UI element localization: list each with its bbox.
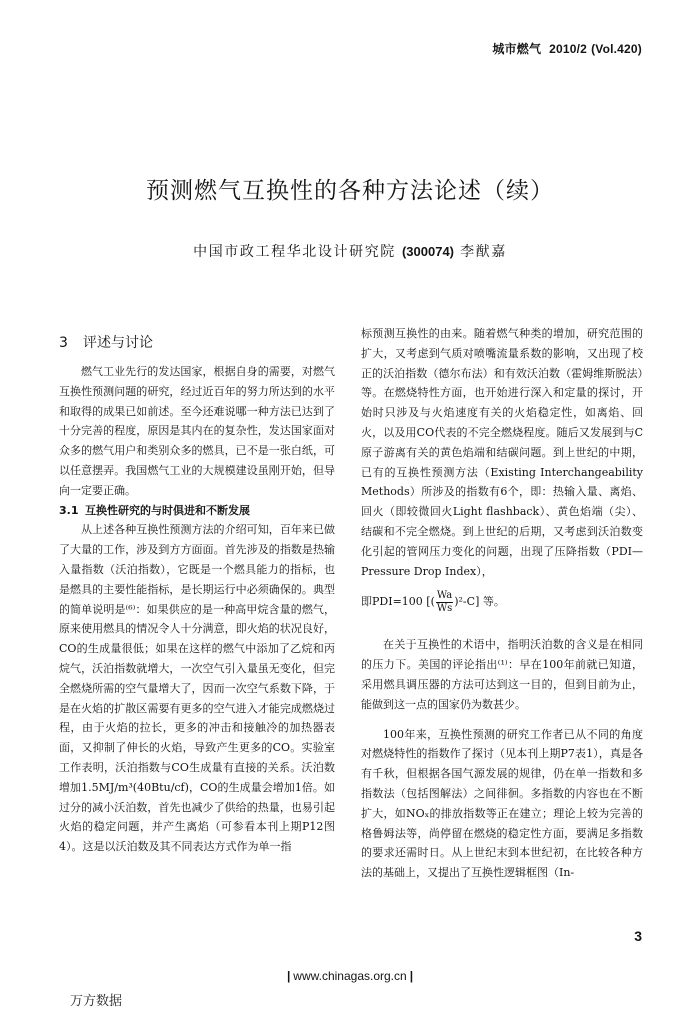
subsection-heading-3-1	[59, 501, 335, 521]
subsection-number: 3.1	[59, 503, 79, 517]
body-paragraph: 标预测互换性的由来。随着燃气种类的增加，研究范围的扩大，又考虑到气质对喷嘴流量系数的影响，又出现了校正的沃泊指数（德尔布法）和有效沃泊数（霍姆维斯脱法）等。在燃烧特性方面，也开始进行深入和定量的探讨，开始时只涉及与火焰速度有关的火焰稳定性，如离焰、回火，以及用CO代表的不完全燃烧程度。随后又发展到与C原子游离有关的黄色焰端和结碳问题。到上世纪的中期，已有的互换性预测方法（Existing Interchangeability Methods）所涉及的指数有6个，即：热输入量、离焰、回火（即较微回火Light flashback）、黄色焰端（尖）、结碳和不完全燃烧。到上世纪的后期，又考虑到沃泊数变化引起的管网压力变化的问题，出现了压降指数（PDI—Pressure Drop Index），	[361, 327, 643, 578]
section-heading-3	[59, 332, 335, 354]
section-number: 3	[59, 335, 68, 351]
body-paragraph: 在关于互换性的术语中，指明沃泊数的含义是在相同的压力下。美国的评论指出⁽¹⁾：早在100年前就已知道，采用燃具调压器的方法可达到这一目的，但到目前为止，能做到这一点的国家仍为数甚少。	[361, 638, 643, 711]
article-title: 预测燃气互换性的各种方法论述（续）	[146, 178, 554, 204]
website-link[interactable]: www.chinagas.org.cn	[293, 969, 407, 983]
body-paragraph: 100年来，互换性预测的研究工作者已从不同的角度对燃烧特性的指数作了探讨（见本刊上期P7表1），真是各有千秋，但根据各国气源发展的规律，仍在单一指数和多指数法（包括图解法）之间徘徊。多指数的内容也在不断扩大，如NOₓ的排放指数等正在建立；理论上较为完善的格鲁姆法等，尚停留在燃烧的稳定性方面，要满足多指数的要求还需时日。从上世纪末到本世纪初，在比较各种方法的基础上，又提出了互换性逻辑框图（In-	[361, 727, 643, 880]
wobbe-ratio-fraction: $\frac{Wa}{Ws}$	[436, 589, 453, 614]
pdi-formula: 即PDI=100 [( $\frac{Wa}{Ws}$ )²-C] 等。	[361, 589, 505, 614]
postal-code: (300074)	[401, 244, 455, 259]
section-title: 评述与讨论	[83, 335, 153, 351]
body-paragraph: 燃气工业先行的发达国家，根据自身的需要，对燃气互换性预测问题的研究，经过近百年的努力所达到的水平和取得的成果已如前述。至今还难说哪一种方法已达到了十分完善的程度，原因是其内在的复杂性，发达国家面对众多的燃气用户和类别众多的燃具，已不是一张白纸，可以任意摆弄。我国燃气工业的大规模建设虽刚开始，但导向一定要正确。	[59, 365, 335, 497]
body-paragraph: 从上述各种互换性预测方法的介绍可知，百年来已做了大量的工作，涉及到方方面面。首先涉及的指数是热输入量指数（沃泊指数），它既是一个燃具能力的指标，也是燃具的主要性能指标，是长期运行中必须确保的。典型的简单说明是⁽⁶⁾：如果供应的是一种高甲烷含量的燃气，原来使用燃具的情况令人十分满意，即火焰的状况良好，CO的生成量很低；如果在这样的燃气中添加了乙烷和丙烷气，沃泊指数就增大，一次空气引入量虽无变化，但完全燃烧所需的空气量增大了，因而一次空气系数下降，于是在火焰的扩散区需要有更多的空气进入才能完成燃烧过程，由于火焰的拉长，更多的冲击和接触冷的加热器表面，又抑制了伸长的火焰，导致产生更多的CO。实验室工作表明，沃泊指数与CO生成量有直接的关系。沃泊数增加1.5MJ/m³(40Btu/cf)，CO的生成量会增加1倍。如过分的减小沃泊数，首先也减少了供给的热量，也易引起火焰的稳定问题，并产生离焰（可参看本刊上期P12图4）。这是以沃泊数及其不同表达方式作为单一指	[59, 523, 335, 854]
page-number: 3	[634, 928, 642, 944]
subsection-title: 互换性研究的与时俱进和不断发展	[85, 503, 250, 517]
institute-name: 中国市政工程华北设计研究院	[193, 244, 396, 260]
left-column	[59, 324, 335, 857]
author-name: 李猷嘉	[460, 244, 507, 260]
volume-number: (Vol.420)	[591, 42, 642, 56]
journal-name: 城市燃气	[492, 42, 542, 56]
footer-url: | www.chinagas.org.cn |	[286, 969, 414, 983]
watermark-text: 万方数据	[70, 994, 123, 1009]
issue-number: 2010/2	[549, 42, 588, 56]
byline	[0, 241, 700, 261]
running-header	[492, 40, 642, 57]
right-column	[361, 324, 643, 883]
